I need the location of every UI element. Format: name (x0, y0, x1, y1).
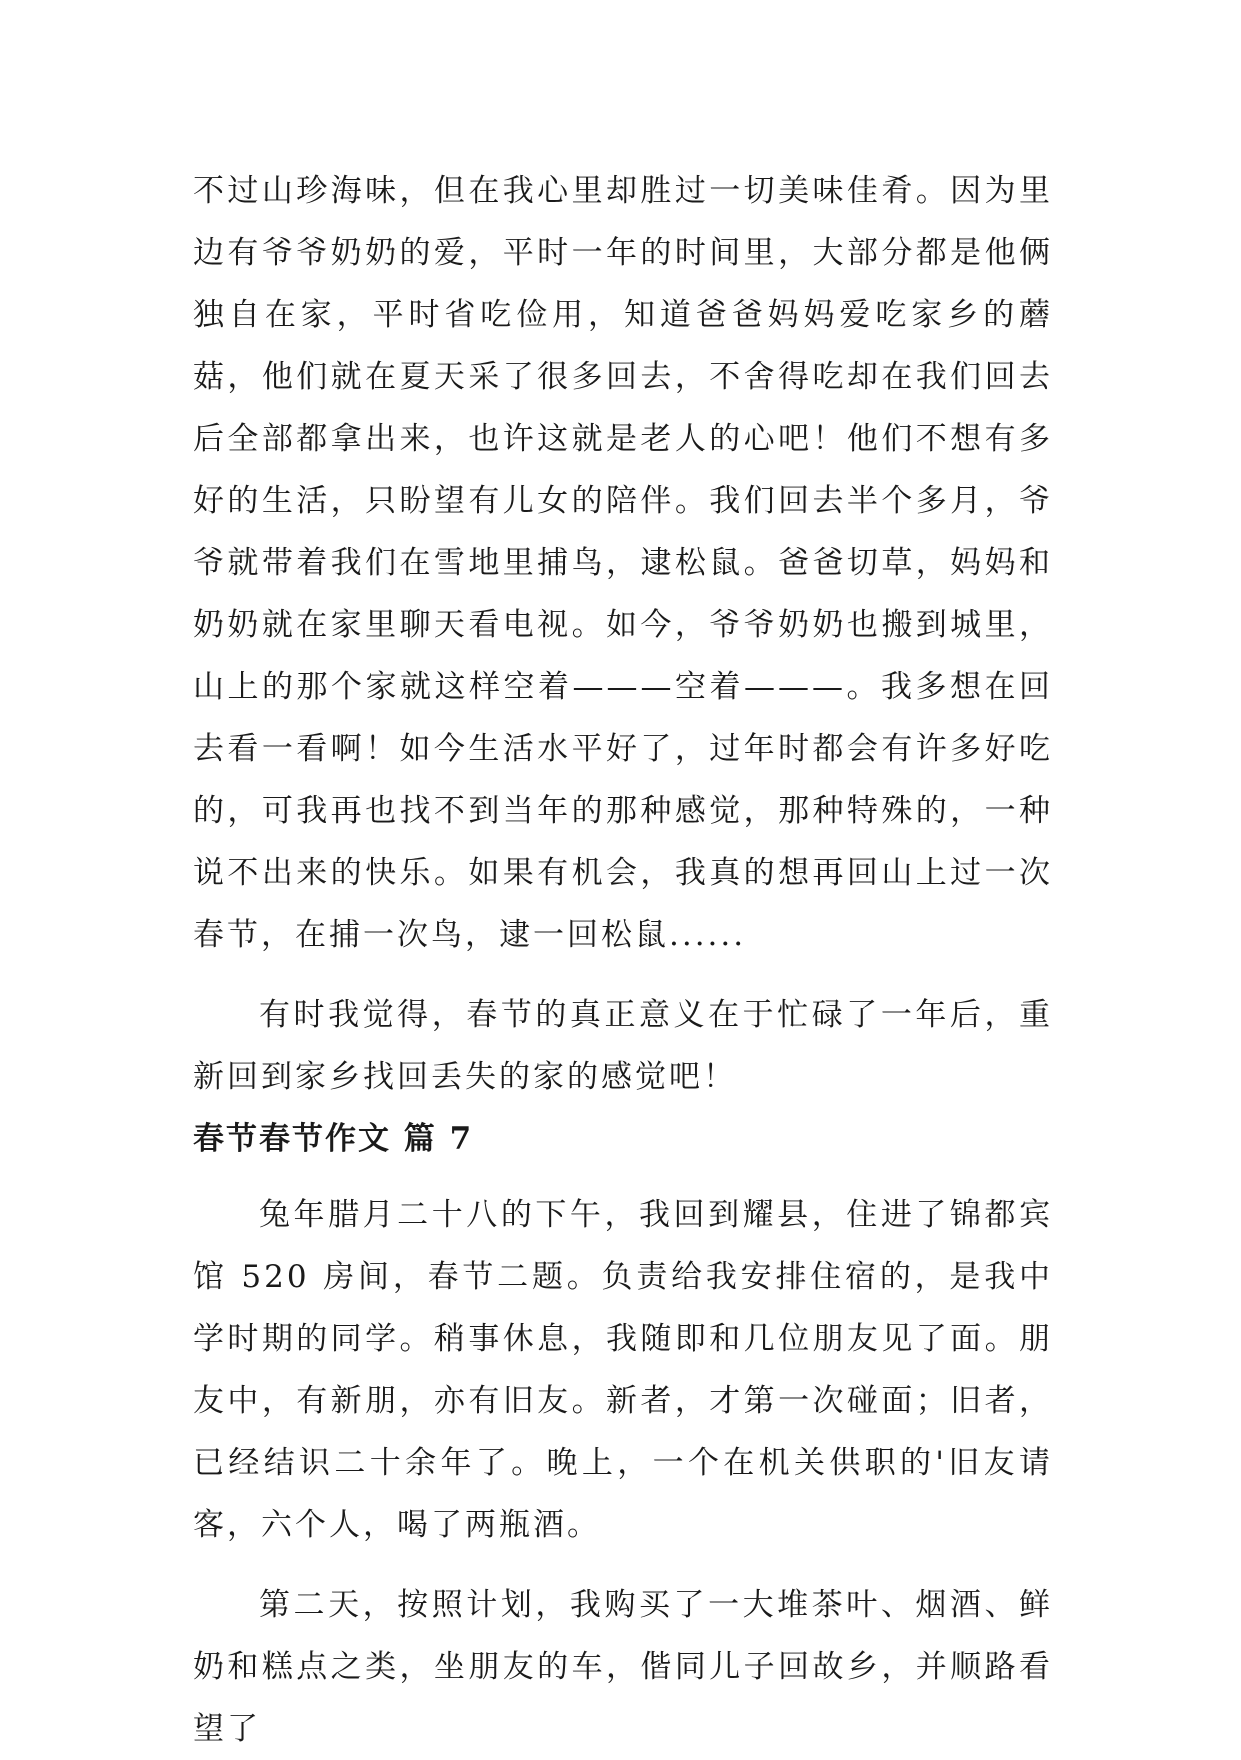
document-page (193, 160, 1053, 1760)
section-heading: 春节春节作文 篇 7 (193, 1121, 474, 1157)
paragraph-section-7-2: 第二天，按照计划，我购买了一大堆茶叶、烟酒、鲜奶和糕点之类，坐朋友的车，偕同儿子回故乡，并顺路看望了 (193, 1587, 1053, 1747)
paragraph-conclusion: 有时我觉得，春节的真正意义在于忙碌了一年后，重新回到家乡找回丢失的家的感觉吧！ (193, 997, 1053, 1095)
paragraph-continued: 不过山珍海味，但在我心里却胜过一切美味佳肴。因为里边有爷爷奶奶的爱，平时一年的时间里，大部分都是他俩独自在家，平时省吃俭用，知道爸爸妈妈爱吃家乡的蘑菇，他们就在夏天采了很多回去，不舍得吃却在我们回去后全部都拿出来，也许这就是老人的心吧！他们不想有多好的生活，只盼望有儿女的陪伴。我们回去半个多月，爷爷就带着我们在雪地里捕鸟，逮松鼠。爸爸切草，妈妈和奶奶就在家里聊天看电视。如今，爷爷奶奶也搬到城里，山上的那个家就这样空着———空着———。我多想在回去看一看啊！如今生活水平好了，过年时都会有许多好吃的，可我再也找不到当年的那种感觉，那种特殊的，一种说不出来的快乐。如果有机会，我真的想再回山上过一次春节，在捕一次鸟，逮一回松鼠...... (193, 173, 1053, 953)
paragraph-section-7-1: 兔年腊月二十八的下午，我回到耀县，住进了锦都宾馆 520 房间，春节二题。负责给我安排住宿的，是我中学时期的同学。稍事休息，我随即和几位朋友见了面。朋友中，有新朋，亦有旧友。新者，才第一次碰面；旧者，已经结识二十余年了。晚上，一个在机关供职的'旧友请客，六个人，喝了两瓶酒。 (193, 1197, 1053, 1543)
